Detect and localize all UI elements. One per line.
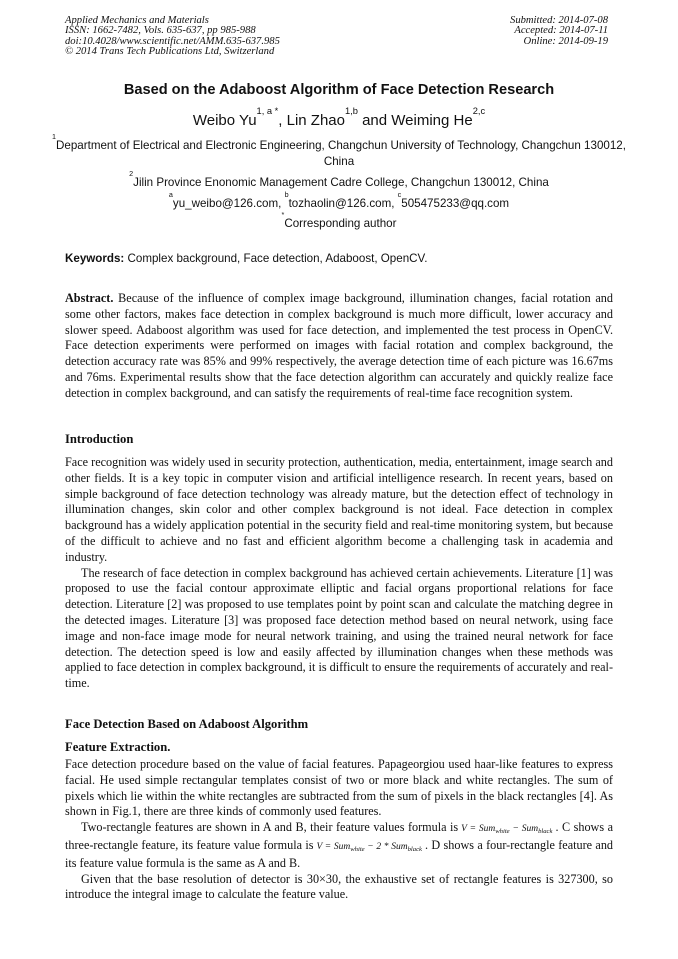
corresponding-note — [40, 209, 638, 232]
formula-subscript: white — [495, 828, 510, 836]
formula-part: − Sum — [509, 824, 539, 835]
keywords-label: Keywords: — [65, 252, 125, 265]
affiliation-mark: 1 — [52, 131, 57, 141]
author-name: Weibo Yu — [192, 112, 257, 129]
introduction-body — [65, 455, 613, 692]
formula-part: − 2 * Sum — [364, 841, 408, 852]
author-name: Lin Zhao — [286, 112, 345, 129]
formula-three-rectangle — [313, 842, 425, 852]
affiliation-1 — [40, 131, 638, 170]
corresponding-text: Corresponding author — [284, 217, 397, 230]
email-line — [40, 189, 638, 212]
section-heading-adaboost: Face Detection Based on Adaboost Algorithm — [65, 717, 309, 731]
affiliation-mark: 2 — [129, 168, 134, 178]
email-mark: b — [284, 189, 289, 199]
formula-subscript: black — [538, 828, 553, 836]
publication-dates — [510, 16, 608, 47]
email-mark: c — [397, 189, 402, 199]
paragraph: Face detection procedure based on the value of facial features. Papageorgiou used haar-like features to express facial. He used simple rectangular templates consist of two or more black and white rectangles. The sum of pixels which lie within the white rectangles are subtracted from the sum of pixels in the black rectangles [4]. As shown in Fig.1, there are three kinds of commonly used features. — [65, 757, 613, 819]
author-affiliation-mark: 2,c — [472, 105, 486, 116]
formula-subscript: black — [407, 845, 422, 853]
paragraph: The research of face detection in complex background has achieved certain achievements. Literature [1] was proposed to use the facial contour approximate elliptic and facial organs proportional relations for face detection. Literature [2] was proposed to use templates point by point scan and calculate the matching degree in the detected images. Literature [3] was proposed face detection method based on neural network, using face image and non-face image mode for neural network training, and using the trained neural network for face detection. The detection speed is low and easily affected by illumination changes when these methods was applied to face detection in complex background, it is difficult to ensure the requirements of accurately and real-time. — [65, 565, 614, 691]
affiliation-2 — [40, 168, 638, 191]
paragraph-text: . D shows a four-rectangle feature and its feature value formula is the same as A and B. — [65, 837, 614, 870]
formula-two-rectangle — [458, 824, 555, 834]
accepted-date: Accepted: 2014-07-11 — [514, 25, 608, 37]
paragraph-with-formulas — [65, 820, 613, 871]
email-address: yu_weibo@126.com, — [172, 197, 285, 210]
abstract-text: Because of the influence of complex image background, illumination changes, facial rotation and some other factors, makes face detection in complex background is much more difficult, lower accuracy and slower speed. Adaboost algorithm was used for face detection, and implemented the test process in OpenCV. Face detection experiments were performed on images with facial rotation and complex background, the detection accuracy rate was 85% and 99% respectively, the average detection time of each picture was 16.67ms and 76ms. Experimental results show that the face detection algorithm can accurately and quickly realize face detection in complex background, and can satisfy the requirements of real-time face recognition system. — [65, 291, 613, 400]
doi: doi:10.4028/www.scientific.net/AMM.635-637.985 — [65, 35, 280, 47]
section-heading-introduction: Introduction — [65, 432, 134, 446]
email-address: tozhaolin@126.com, — [288, 197, 398, 210]
subsection-heading-feature-extraction: Feature Extraction. — [65, 740, 171, 754]
email-address: 505475233@qq.com — [401, 197, 510, 210]
affiliation-text: Department of Electrical and Electronic Engineering, Changchun University of Technology, Changchun 130012, China — [56, 139, 626, 168]
journal-info — [65, 16, 280, 58]
paragraph: Given that the base resolution of detector is 30×30, the exhaustive set of rectangle features is 327300, so introduce the integral image to calculate the feature value. — [65, 871, 613, 902]
formula-subscript: white — [350, 845, 365, 853]
keywords — [65, 252, 427, 265]
issn: ISSN: 1662-7482, Vols. 635-637, pp 985-988 — [65, 25, 256, 37]
keywords-text: Complex background, Face detection, Adaboost, OpenCV. — [124, 252, 428, 265]
email-mark: a — [168, 189, 173, 199]
author-affiliation-mark: 1, a * — [256, 105, 279, 116]
author-separator: , — [278, 112, 287, 129]
author-list — [0, 105, 678, 129]
copyright: © 2014 Trans Tech Publications Ltd, Switzerland — [65, 46, 275, 58]
author-separator: and — [357, 112, 392, 129]
online-date: Online: 2014-09-19 — [523, 35, 608, 47]
feature-extraction-body — [65, 757, 613, 903]
corresponding-mark: * — [281, 209, 285, 219]
paragraph-text: Two-rectangle features are shown in A and B, their feature values formula is — [81, 820, 459, 835]
abstract-label: Abstract. — [65, 291, 114, 305]
author-name: Weiming He — [391, 112, 473, 129]
paragraph-text: . C shows a three-rectangle feature, its feature value formula is — [65, 820, 614, 852]
submitted-date: Submitted: 2014-07-08 — [510, 15, 608, 26]
affiliation-text: Jilin Province Enonomic Management Cadre College, Changchun 130012, China — [133, 176, 549, 189]
formula-part: V = Sum — [461, 824, 496, 835]
author-affiliation-mark: 1,b — [344, 105, 358, 116]
journal-name: Applied Mechanics and Materials — [65, 15, 209, 26]
paragraph: Face recognition was widely used in security protection, authentication, media, entertainment, image search and other fields. It is a key topic in computer vision and artificial intelligence research. In recent years, based on simple background of face detection technology was already mature, but the detection effect of technology in illumination changes, skin color and other complex background is not ideal. Face detection in complex background has a widely application potential in the security field and real-time monitoring system, but because of the difficult to achieve and no fast and efficient algorithm become a challenging task in academia and industry. — [65, 455, 613, 564]
formula-part: V = Sum — [316, 841, 351, 852]
paper-title: Based on the Adaboost Algorithm of Face Detection Research — [123, 82, 555, 98]
abstract — [65, 291, 613, 402]
